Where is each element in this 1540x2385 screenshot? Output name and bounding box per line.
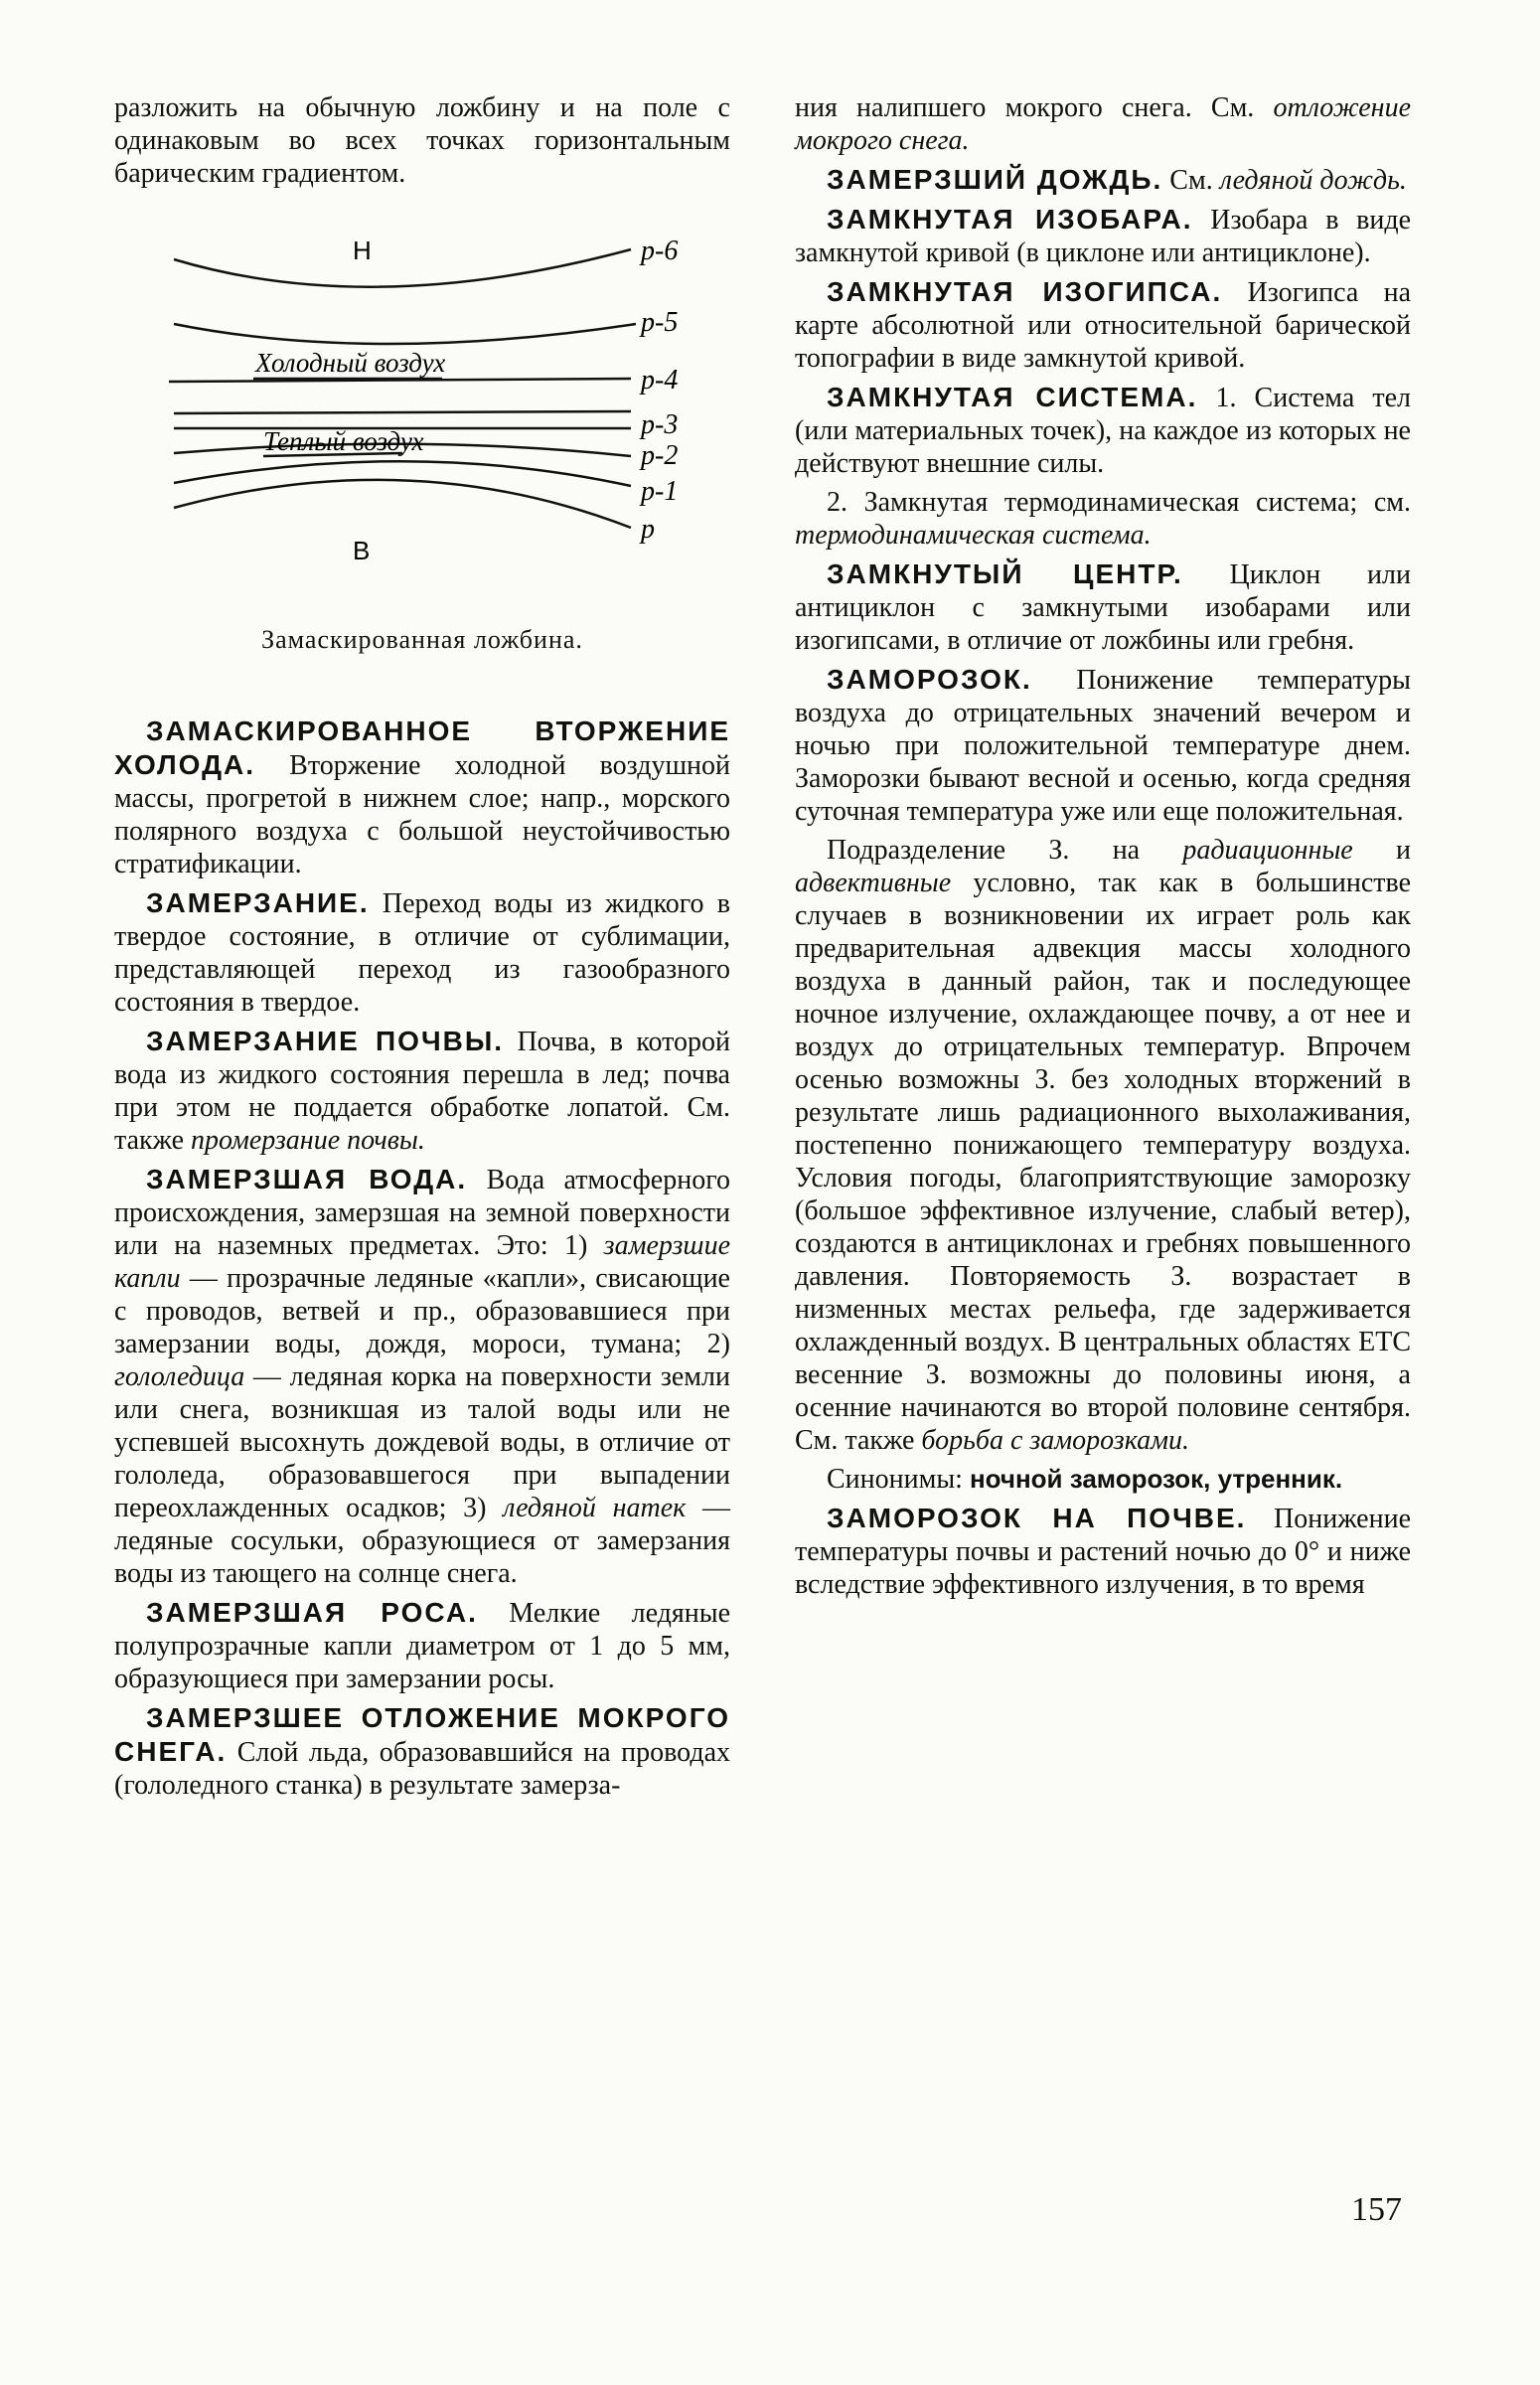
term-italic: замерзшие капли bbox=[114, 1230, 730, 1294]
synonyms-terms: ночной заморозок, утренник. bbox=[969, 1464, 1343, 1494]
isobar-p3a bbox=[174, 411, 631, 413]
entry-text: Слой льда, образовавшийся на проводах (гололедного станка) в результате замерза- bbox=[114, 1737, 730, 1801]
entry-heading: ЗАМОРОЗОК НА ПОЧВЕ. bbox=[827, 1503, 1247, 1533]
isobar-p6 bbox=[174, 249, 631, 287]
entry-frozen-wet-snow bbox=[114, 1701, 730, 1802]
entry-text: См. bbox=[1162, 165, 1220, 196]
entry-heading: ЗАМОРОЗОК. bbox=[827, 664, 1032, 695]
entry-heading: ЗАМЕРЗШАЯ ВОДА. bbox=[146, 1164, 468, 1194]
entry-text: Вторжение холодной воздушной массы, прогретой в нижнем слое; напр., морского полярного воздуха с большой неустойчивостью стратификации. bbox=[114, 750, 730, 879]
entry-text: Изобара в виде замкнутой кривой (в циклоне или антициклоне). bbox=[795, 205, 1411, 268]
entry-closed-system-2 bbox=[795, 486, 1411, 552]
isobar-label-p6: p-6 bbox=[641, 236, 679, 266]
entry-text: Подразделение З. на bbox=[827, 835, 1183, 866]
entry-text: Изогипса на карте абсолютной или относительной барической топографии в виде замкнутой кривой. bbox=[795, 277, 1411, 374]
isobar-label-p2: p-2 bbox=[641, 440, 679, 471]
warm-air-label: Теплый воздух bbox=[263, 426, 424, 456]
entry-freezing bbox=[114, 886, 730, 1019]
entry-heading: ЗАМЕРЗАНИЕ. bbox=[146, 887, 370, 918]
synonyms-line bbox=[795, 1463, 1411, 1496]
entry-text: условно, так как в большинстве случаев в возникновении их играет роль как предварительная адвекция массы холодного воздуха в данный район, так и последующее ночное излучение, охлаждающее почву, а от нее и воздух до отрицательных температур. Впрочем осенью возможны З. без холодных вторжений в результате лишь радиационного выхолаживания, постепенно понижающего температуру воздуха. Условия погоды, благоприятствующие заморозку (большое эффективное излучение, слабый ветер), создаются в антициклонах и гребнях повышенного давления. Повторяемость З. возрастает в низменных местах рельефа, где задерживается охлажденный воздух. В центральных областях ЕТС весенние З. возможны до половины июня, а осенние начинаются во второй половине сентября. См. также bbox=[795, 868, 1411, 1456]
cold-air-label: Холодный воздух bbox=[255, 348, 446, 378]
term-italic: адвективные bbox=[795, 868, 952, 898]
entry-text: — ледяная корка на поверхности земли или снега, возникшая из талой воды или не успевшей высохнуть дождевой воды, в отличие от гололеда, образовавшегося при выпадении переохлажденных осадков; 3) bbox=[114, 1361, 730, 1523]
cross-reference: ледяной дождь. bbox=[1219, 165, 1407, 196]
isobar-label-p5: p-5 bbox=[641, 307, 679, 338]
cross-reference: термодинамическая система. bbox=[795, 520, 1152, 551]
entry-heading: ЗАМЕРЗАНИЕ ПОЧВЫ. bbox=[146, 1026, 505, 1056]
synonyms-label: Синонимы: bbox=[827, 1464, 970, 1495]
left-column bbox=[114, 91, 730, 1808]
isobar-label-p: p bbox=[641, 514, 655, 545]
entry-heading: ЗАМЕРЗШИЙ ДОЖДЬ. bbox=[827, 164, 1163, 195]
entry-text: — ледяные сосульки, образующиеся от замерзания воды из тающего на солнце снега. bbox=[114, 1493, 730, 1589]
isobar-p5 bbox=[174, 324, 636, 344]
entry-text: Переход воды из жидкого в твердое состояние, в отличие от сублимации, представляющей переход из газообразного состояния в твердое. bbox=[114, 888, 730, 1018]
entry-heading: ЗАМКНУТАЯ СИСТЕМА. bbox=[827, 382, 1198, 412]
entry-closed-system bbox=[795, 381, 1411, 480]
entry-frost-subdivision bbox=[795, 834, 1411, 1457]
entry-closed-center bbox=[795, 557, 1411, 657]
entry-text: ния налипшего мокрого снега. См. bbox=[795, 92, 1274, 123]
entry-heading: ЗАМКНУТЫЙ ЦЕНТР. bbox=[827, 558, 1183, 589]
right-column bbox=[795, 91, 1411, 1607]
masked-trough-figure bbox=[114, 230, 730, 617]
entry-text: 2. Замкнутая термодинамическая система; см. bbox=[827, 487, 1411, 518]
entry-text: 1. Система тел (или материальных точек), на каждое из которых не действуют внешние силы. bbox=[795, 383, 1411, 479]
figure-caption: Замаскированная ложбина. bbox=[261, 625, 583, 654]
entry-masked-cold-invasion bbox=[114, 715, 730, 880]
entry-closed-isobar bbox=[795, 203, 1411, 269]
entry-text: — прозрачные ледяные «капли», свисающие с проводов, ветвей и пр., образовавшиеся при замерзании воды, дождя, мороси, тумана; 2) bbox=[114, 1263, 730, 1359]
cross-reference: борьба с заморозками. bbox=[921, 1425, 1190, 1456]
label-h: Н bbox=[353, 236, 372, 265]
entry-ground-frost bbox=[795, 1502, 1411, 1601]
isobar-diagram bbox=[114, 230, 730, 617]
entry-heading: ЗАМЕРЗШЕЕ ОТЛОЖЕНИЕ МОКРОГО СНЕГА. bbox=[114, 1702, 730, 1767]
isobar-p bbox=[174, 480, 631, 528]
entry-heading: ЗАМЕРЗШАЯ РОСА. bbox=[146, 1597, 478, 1628]
entry-text: и bbox=[1352, 835, 1411, 866]
entry-frozen-rain bbox=[795, 163, 1411, 197]
term-italic: радиационные bbox=[1182, 835, 1353, 866]
entry-text: Понижение температуры почвы и растений ночью до 0° и ниже вследствие эффективного излучения, в то время bbox=[795, 1504, 1411, 1600]
entry-heading: ЗАМКНУТАЯ ИЗОГИПСА. bbox=[827, 276, 1223, 307]
isobar-label-p1: p-1 bbox=[641, 476, 679, 507]
continued-paragraph bbox=[795, 91, 1411, 157]
isobar-label-p3: p-3 bbox=[641, 409, 679, 440]
entry-closed-isohypse bbox=[795, 275, 1411, 375]
term-italic: гололедица bbox=[114, 1361, 245, 1392]
entry-text: Понижение температуры воздуха до отрицательных значений вечером и ночью при положительной температуре днем. Заморозки бывают весной и осенью, когда средняя суточная температура уже или еще положительная. bbox=[795, 665, 1411, 827]
entry-frozen-water bbox=[114, 1163, 730, 1590]
entry-frost bbox=[795, 663, 1411, 828]
isobar-p1 bbox=[174, 461, 631, 486]
entry-text: Вода атмосферного происхождения, замерзшая на земной поверхности или на наземных предметах. Это: 1) bbox=[114, 1165, 730, 1261]
intro-paragraph: разложить на обычную ложбину и на поле с одинаковым во всех точках горизонтальным барическим градиентом. bbox=[114, 92, 730, 189]
term-italic: ледяной натек bbox=[503, 1493, 687, 1523]
label-b: В bbox=[353, 536, 371, 565]
entry-text: Почва, в которой вода из жидкого состояния перешла в лед; почва при этом не поддается обработке лопатой. См. также bbox=[114, 1027, 730, 1156]
entry-heading: ЗАМКНУТАЯ ИЗОБАРА. bbox=[827, 204, 1193, 235]
entry-heading: ЗАМАСКИРОВАННОЕ ВТОРЖЕНИЕ ХОЛОДА. bbox=[114, 716, 730, 780]
isobar-label-p4: p-4 bbox=[641, 365, 679, 396]
cross-reference: отложение мокрого снега. bbox=[795, 92, 1411, 156]
cross-reference: промерзание почвы. bbox=[191, 1125, 425, 1156]
entry-text: Циклон или антициклон с замкнутыми изобарами или изогипсами, в отличие от ложбины или гребня. bbox=[795, 559, 1411, 656]
entry-soil-freezing bbox=[114, 1025, 730, 1157]
entry-text: Мелкие ледяные полупрозрачные капли диаметром от 1 до 5 мм, образующиеся при замерзании росы. bbox=[114, 1598, 731, 1694]
page-number: 157 bbox=[1351, 2191, 1402, 2228]
entry-frozen-dew bbox=[114, 1596, 730, 1695]
